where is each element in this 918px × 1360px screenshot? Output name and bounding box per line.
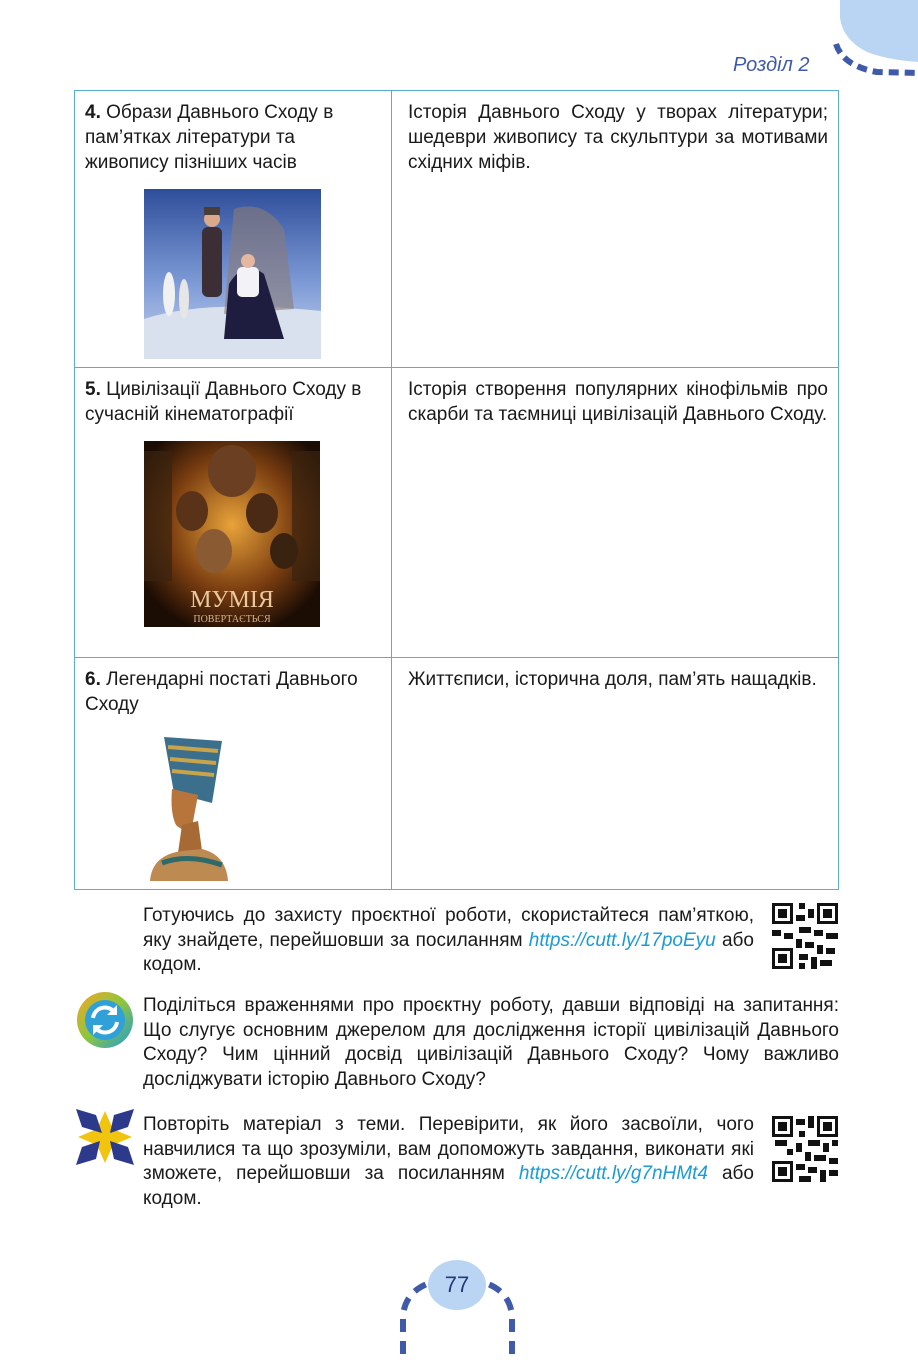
repeat-paragraph	[143, 1113, 754, 1211]
topics-table	[74, 90, 839, 890]
compass-star-icon	[74, 1107, 136, 1167]
topic-cell	[75, 658, 392, 890]
repeat-tail: або кодом.	[143, 1163, 755, 1209]
topic-description: Життєписи, історична доля, пам’ять нащадків.	[392, 658, 839, 890]
qr-code-repeat[interactable]	[772, 1116, 838, 1182]
memo-link[interactable]: https://cutt.ly/17poEyu	[528, 929, 716, 951]
topic-title: Образи Давнього Сходу в пам’ятках літератури та живопису пізніших часів	[85, 102, 334, 173]
table-row	[75, 368, 839, 658]
topic-description: Історія створення популярних кінофільмів про скарби та таємниці цивілізацій Давнього Сходу.	[392, 368, 839, 658]
qr-code-memo[interactable]	[772, 903, 838, 969]
corner-tab-decoration	[833, 0, 918, 78]
page-number: 77	[444, 1272, 470, 1297]
repeat-text: Повторіть матеріал з теми. Перевірити, як його засвоїли, чого навчилися та що зрозуміли, вам допоможуть завдання, виконати які зможете, перейшовши за посиланням	[143, 1114, 754, 1184]
painting-image	[144, 189, 321, 359]
section-label: Розділ 2	[733, 54, 810, 76]
table-row	[75, 658, 839, 890]
reflect-paragraph: Поділіться враженнями про проєктну роботу, давши відповіді на запитання: Що слугує основним джерелом для дослідження історії цивілізацій Давнього Сходу? Чим цінний досвід цивілізацій Давнього Сходу? Чому важливо досліджувати історію Давнього Сходу?	[143, 995, 839, 1090]
movie-poster-image	[144, 441, 320, 627]
topic-number: 4.	[85, 102, 101, 123]
repeat-link[interactable]: https://cutt.ly/g7nHMt4	[518, 1163, 708, 1184]
topic-title: Цивілізації Давнього Сходу в сучасній кінематографії	[85, 379, 362, 425]
memo-text: Готуючись до захисту проєктної роботи, скористайтеся пам’яткою, яку знайдете, перейшовши за посиланням	[143, 905, 754, 951]
topic-number: 5.	[85, 379, 101, 400]
table-row	[75, 91, 839, 368]
poster-title: МУМІЯ	[190, 587, 274, 613]
refresh-icon	[76, 991, 134, 1049]
topic-cell	[75, 91, 392, 368]
topic-number: 6.	[85, 669, 101, 690]
nefertiti-bust-image	[142, 733, 232, 881]
memo-paragraph	[143, 904, 754, 978]
topic-description: Історія Давнього Сходу у творах літератури; шедеври живопису та скульптури за мотивами східних міфів.	[392, 91, 839, 368]
memo-tail: або кодом.	[143, 929, 754, 975]
topic-title: Легендарні постаті Давнього Сходу	[85, 669, 358, 715]
poster-subtitle: ПОВЕРТАЄТЬСЯ	[193, 614, 271, 625]
topic-cell	[75, 368, 392, 658]
